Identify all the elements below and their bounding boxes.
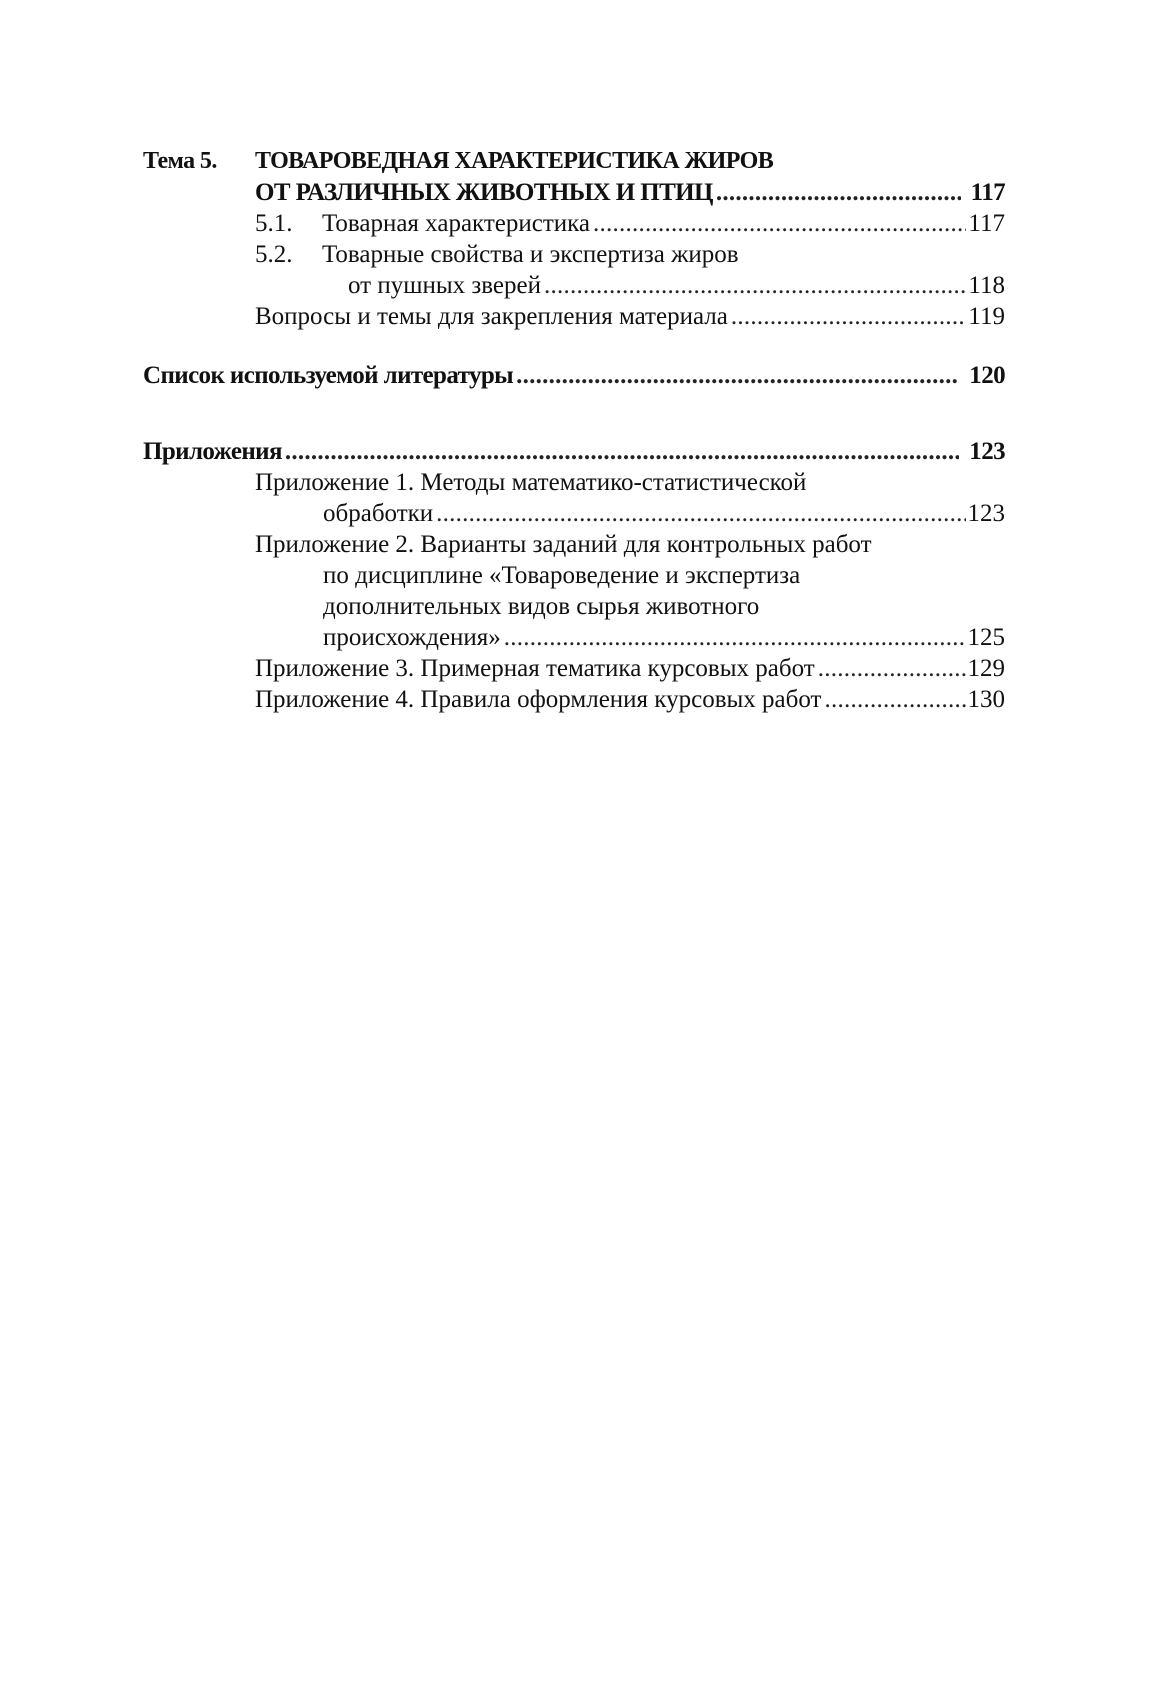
- toc-appendix-2-line1: Приложение 2. Варианты заданий для контрольных работ: [255, 531, 872, 558]
- leader-dots: [436, 498, 965, 529]
- toc-entry: 5.1. Товарная характеристика . . . 117: [255, 208, 1005, 239]
- page-number: 120: [969, 362, 1005, 389]
- page-number: 117: [968, 210, 1005, 237]
- toc-entry: Вопросы и темы для закрепления материала . . . 119: [255, 301, 1005, 332]
- page-number: 123: [969, 438, 1005, 465]
- toc-appendix-2-line2: по дисциплине «Товароведение и экспертиза: [323, 562, 801, 589]
- leader-dots: [516, 360, 959, 391]
- leader-dots: [285, 436, 959, 467]
- toc-appendix-2-line3: дополнительных видов сырья животного: [323, 593, 760, 620]
- page-number: 125: [967, 624, 1005, 651]
- leader-dots: [593, 208, 966, 239]
- toc-appendix-1-line2: обработки . . . 123: [323, 498, 1005, 529]
- toc-appendix-2-line4: происхождения» . . . 125: [323, 622, 1005, 653]
- page-number: 118: [968, 272, 1005, 299]
- toc-appendix-1-line1: Приложение 1. Методы математико-статистической: [255, 469, 807, 496]
- table-of-contents: [143, 146, 1005, 715]
- leader-dots: [544, 270, 966, 301]
- toc-chapter-title-line2: ОТ РАЗЛИЧНЫХ ЖИВОТНЫХ И ПТИЦ . . . 117: [255, 177, 1005, 208]
- leader-dots: [716, 177, 961, 208]
- toc-entry-line2: от пушных зверей . . . 118: [348, 270, 1005, 301]
- leader-dots: [731, 301, 967, 332]
- toc-entry-line1: 5.2. Товарные свойства и экспертиза жиров: [255, 241, 739, 268]
- toc-chapter-title-line1: Тема 5. ТОВАРОВЕДНАЯ ХАРАКТЕРИСТИКА ЖИРОВ: [143, 146, 1005, 177]
- toc-section-appendices: Приложения . . . 123: [143, 436, 1005, 467]
- page-number: 130: [967, 686, 1005, 713]
- toc-chapter-label: Тема 5.: [143, 148, 217, 174]
- page-number: 129: [967, 655, 1005, 682]
- toc-section-literature: Список используемой литературы . . . 120: [143, 360, 1005, 391]
- page-number: 117: [970, 179, 1005, 206]
- toc-appendix-4: Приложение 4. Правила оформления курсовых работ . . . 130: [255, 684, 1005, 715]
- leader-dots: [818, 653, 966, 684]
- page-number: 123: [967, 500, 1005, 527]
- leader-dots: [824, 684, 965, 715]
- leader-dots: [504, 622, 966, 653]
- page-number: 119: [968, 303, 1005, 330]
- toc-appendix-3: Приложение 3. Примерная тематика курсовых работ . . . 129: [255, 653, 1005, 684]
